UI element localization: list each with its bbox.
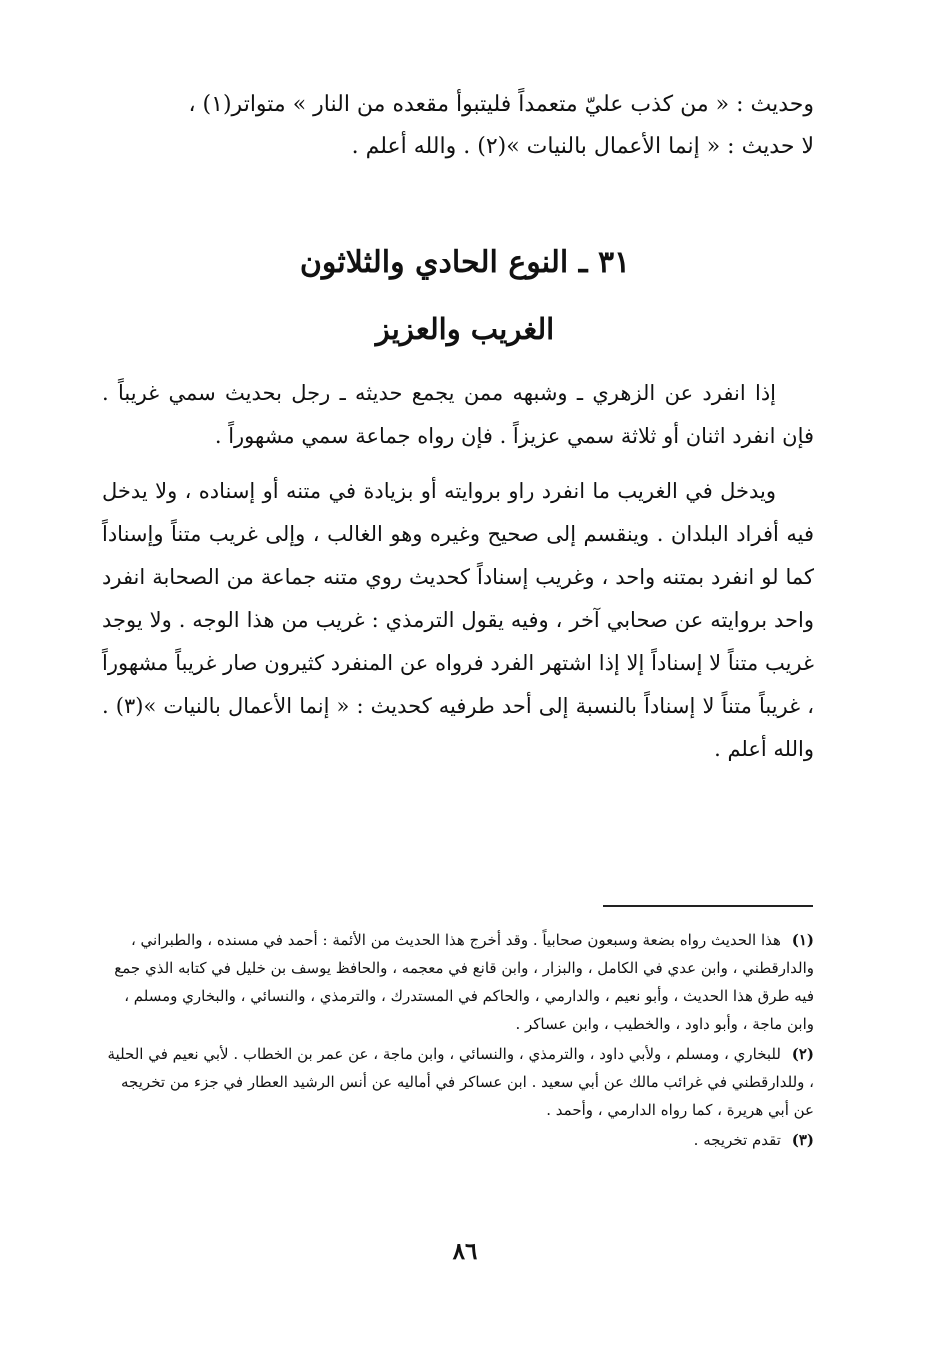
- footnote-number: (٣): [791, 1131, 814, 1149]
- footnote-text: هذا الحديث رواه بضعة وسبعون صحابياً . وقد أخرج هذا الحديث من الأئمة : أحمد في مسنده ، والطبراني ، والدارقطني ، وابن عدي في الكامل ، والبزار ، وابن قانع في معجمه ، والحافظ يوسف بن خليل في كتابه الذي جمع فيه طرق هذا الحديث ، وأبو نعيم ، والدارمي ، والحاكم في المستدرك ، والترمذي ، والنسائي ، والبخاري ومسلم ، وابن ماجة ، وأبو داود ، والخطيب ، وابن عساكر .: [114, 931, 814, 1033]
- footnote-number: (١): [791, 931, 814, 949]
- footnote-item: [98, 1040, 814, 1124]
- footnote-divider: [603, 905, 813, 907]
- section-title: ٣١ ـ النوع الحادي والثلاثون: [299, 245, 631, 280]
- page-number: ٨٦: [452, 1238, 478, 1265]
- paragraph-definition: إذا انفرد عن الزهري ـ وشبهه ممن يجمع حديثه ـ رجل بحديث سمي غريباً . فإن انفرد اثنان أو ثلاثة سمي عزيزاً . فإن رواه جماعة سمي مشهوراً .: [102, 381, 814, 448]
- opening-line: وحديث : « من كذب عليّ متعمداً فليتبوأ مقعده من النار » متواتر(١) ،: [188, 92, 814, 117]
- paragraph-explanation: ويدخل في الغريب ما انفرد راو بروايته أو بزيادة في متنه أو إسناده ، ولا يدخل فيه أفراد البلدان . وينقسم إلى صحيح وغيره وهو الغالب ، وإلى غريب متناً وإسناداً كما لو انفرد بمتنه واحد ، وغريب إسناداً كحديث روي متنه جماعة من الصحابة انفرد واحد بروايته عن صحابي آخر ، وفيه يقول الترمذي : غريب من هذا الوجه . ولا يوجد غريب متناً لا إسناداً إلا إذا اشتهر الفرد فرواه عن المنفرد كثيرون صار غريباً مشهوراً ، غريباً متناً لا إسناداً بالنسبة إلى أحد طرفيه كحديث : « إنما الأعمال بالنيات »(٣) . والله أعلم .: [102, 479, 814, 761]
- opening-line: لا حديث : « إنما الأعمال بالنيات »(٢) . والله أعلم .: [351, 134, 814, 159]
- opening-hadith-text: [104, 84, 814, 168]
- section-subtitle: الغريب والعزيز: [375, 312, 555, 346]
- footnote-number: (٢): [791, 1045, 814, 1063]
- footnote-text: للبخاري ، ومسلم ، ولأبي داود ، والترمذي ، والنسائي ، وابن ماجة ، عن عمر بن الخطاب . لأبي نعيم في الحلية ، وللدارقطني في غرائب مالك عن أبي سعيد . ابن عساكر في أماليه عن أنس الرشيد العطار في جزء من تخريجه عن أبي هريرة ، كما رواه الدارمي ، وأحمد .: [107, 1045, 814, 1119]
- footnote-item: [98, 1126, 814, 1154]
- footnote-text: تقدم تخريجه .: [693, 1131, 781, 1149]
- footnote-item: [98, 926, 814, 1038]
- main-text: [102, 372, 814, 783]
- footnotes: [98, 926, 814, 1156]
